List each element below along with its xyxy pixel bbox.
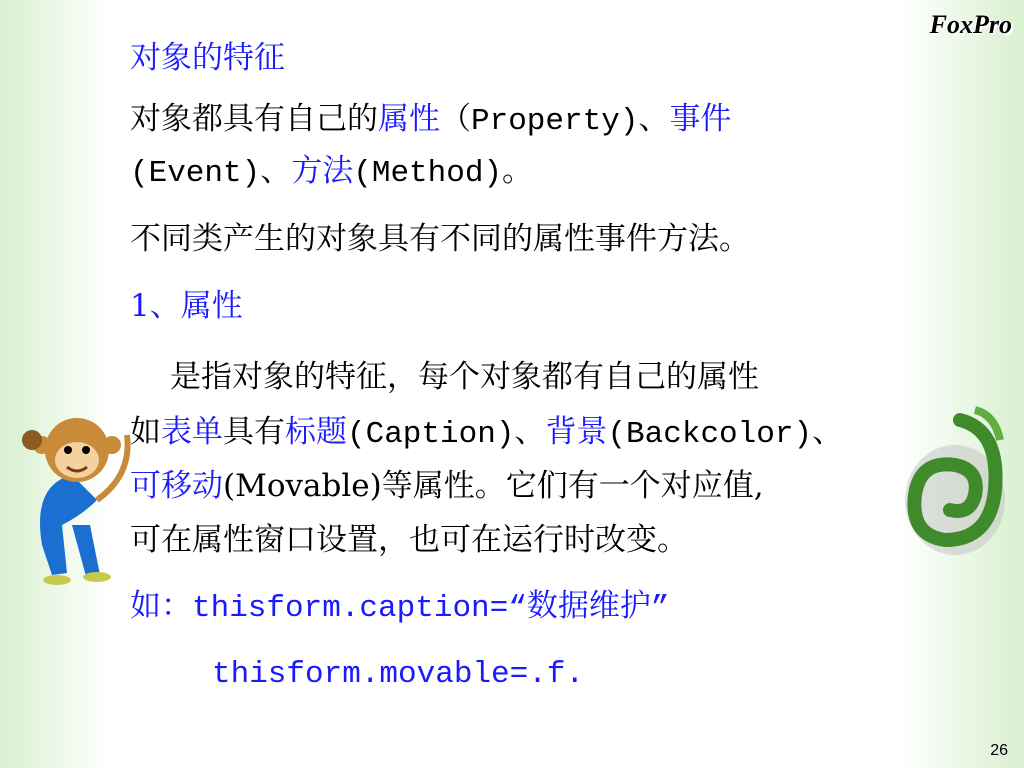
- term-property: 属性: [378, 101, 440, 137]
- example-code2: thisform.movable=.f.: [212, 657, 585, 692]
- para1-line1: [130, 99, 731, 142]
- term-caption: 标题: [285, 414, 347, 450]
- section-title: 1、属性: [130, 288, 243, 324]
- term-form: 表单: [161, 414, 223, 450]
- example-line1: [130, 586, 669, 629]
- desc-line2: [130, 412, 843, 455]
- example-code1: thisform.caption=“数据维护”: [192, 591, 670, 626]
- example-label: 如：: [130, 588, 192, 624]
- desc-l2a: 如: [130, 414, 161, 450]
- desc-l3b: (Movable)等属性。它们有一个对应值,: [223, 468, 764, 504]
- slide-heading: 对象的特征: [130, 40, 285, 76]
- para1-line2: [130, 151, 533, 194]
- para2: 不同类产生的对象具有不同的属性事件方法。: [130, 221, 750, 257]
- para1-text-e: (Event)、: [130, 156, 292, 191]
- desc-line4: 可在属性窗口设置，也可在运行时改变。: [130, 522, 688, 558]
- term-movable: 可移动: [130, 468, 223, 504]
- desc-l2c: 具有: [223, 414, 285, 450]
- brand-logo: FoxPro: [929, 10, 1012, 39]
- para1-text-g: (Method)。: [353, 156, 534, 191]
- desc-line3: [130, 466, 764, 506]
- para1-text-c: （Property)、: [440, 104, 670, 139]
- swirl-decoration: [900, 400, 1010, 560]
- desc-l2g: (Backcolor)、: [607, 417, 844, 452]
- desc-line1: 是指对象的特征，每个对象都有自己的属性: [170, 359, 759, 395]
- term-background: 背景: [545, 414, 608, 450]
- monkey-clipart: [12, 405, 142, 585]
- term-event: 事件: [669, 101, 732, 137]
- term-method: 方法: [291, 153, 354, 189]
- para1-text-a: 对象都具有自己的: [130, 101, 378, 137]
- page-number: 26: [990, 742, 1008, 759]
- desc-l2e: (Caption)、: [347, 417, 546, 452]
